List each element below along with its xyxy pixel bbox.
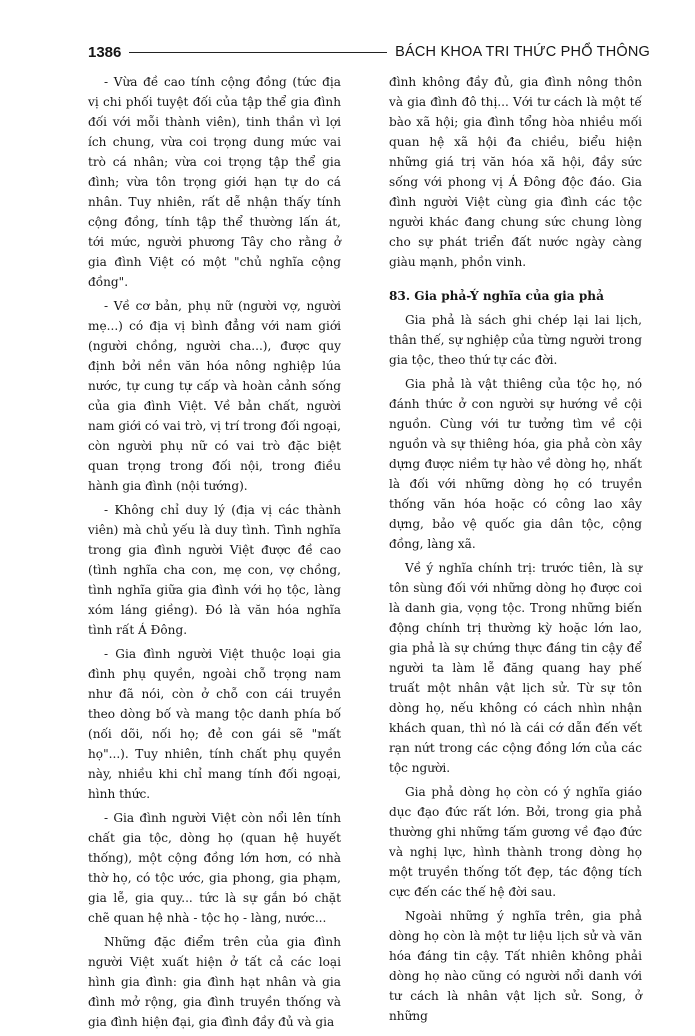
paragraph: - Không chỉ duy lý (địa vị các thành viên) mà chủ yếu là duy tình. Tình nghĩa trong gia đình người Việt được đề cao (tình nghĩa cha con, mẹ con, vợ chồng, tình nghĩa giữa gia đình với họ tộc, làng xóm láng giềng). Đó là văn hóa nghĩa tình rất Á Đông. bbox=[88, 503, 341, 637]
paragraph: Ngoài những ý nghĩa trên, gia phả dòng họ còn là một tư liệu lịch sử và văn hóa đáng tin cậy. Tất nhiên không phải dòng họ nào cũng có người nổi danh với tư cách là nhân vật lịch sử. Song, ở những bbox=[389, 909, 642, 1023]
continuation-paragraph: đình không đầy đủ, gia đình nông thôn và gia đình đô thị... Với tư cách là một tế bào xã hội; gia đình tổng hòa nhiều mối quan hệ xã hội đa chiều, biểu hiện những giá trị văn hóa xã hội, đầy sức sống với phong vị Á Đông độc đáo. Gia đình người Việt cùng gia đình các tộc người khác đang chung sức chung lòng cho sự phát triển đất nước ngày càng giàu mạnh, phồn vinh. bbox=[389, 75, 642, 269]
paragraph: Gia phả dòng họ còn có ý nghĩa giáo dục đạo đức rất lớn. Bởi, trong gia phả thường ghi những tấm gương về đạo đức và nghị lực, hình thành trong dòng họ một truyền thống tốt đẹp, tác động tích cực đến các thế hệ đời sau. bbox=[389, 785, 642, 899]
header-rule bbox=[129, 52, 387, 53]
paragraph: - Vừa đề cao tính cộng đồng (tức địa vị chi phối tuyệt đối của tập thể gia đình đối với mỗi thành viên), tinh thần vì lợi ích chung, vừa coi trọng dung mức vai trò cá nhân; vừa coi trọng tập thể gia đình; vừa tôn trọng giới hạn tự do cá nhân. Tuy nhiên, rất dễ nhận thấy tính cộng đồng, tính tập thể thường lấn át, tới mức, người phương Tây cho rằng ở gia đình Việt có một "chủ nghĩa cộng đồng". bbox=[88, 75, 341, 289]
paragraph: - Gia đình người Việt thuộc loại gia đình phụ quyền, ngoài chỗ trọng nam như đã nói, còn ở chỗ con cái truyền theo dòng bố và mang tộc danh phía bố (nối dõi, nối họ; đẻ con gái sẽ "mất họ"...). Tuy nhiên, tính chất phụ quyền này, nhiều khi chỉ mang tính đối ngoại, hình thức. bbox=[88, 647, 341, 801]
left-column bbox=[88, 72, 341, 1036]
page-header bbox=[88, 40, 650, 64]
paragraph: Về ý nghĩa chính trị: trước tiên, là sự tôn sùng đối với những dòng họ được coi là danh gia, vọng tộc. Trong những biến động chính trị thường kỳ hoặc lớn lao, gia phả là sự chứng thực đáng tin cậy để người ta làm lễ đăng quang hay phế truất một nhân vật lịch sử. Từ sự tôn dòng họ, nếu không có cách nhìn nhận khách quan, thì nó là cái cớ dẫn đến vết rạn nứt trong các cộng đồng lớn của các tộc người. bbox=[389, 561, 642, 775]
paragraph: Gia phả là sách ghi chép lại lai lịch, thân thế, sự nghiệp của từng người trong gia tộc, theo thứ tự các đời. bbox=[389, 313, 642, 367]
paragraph: Những đặc điểm trên của gia đình người Việt xuất hiện ở tất cả các loại hình gia đình: gia đình hạt nhân và gia đình mở rộng, gia đình truyền thống và gia đình hiện đại, gia đình đầy đủ và gia bbox=[88, 935, 341, 1029]
paragraph: Gia phả là vật thiêng của tộc họ, nó đánh thức ở con người sự hướng về cội nguồn. Cùng với tư tưởng tìm về cội nguồn và sự thiêng hóa, gia phả còn xây dựng được niềm tự hào về dòng họ, nhất là đối với những dòng họ có truyền thống văn hóa hoặc có công lao xây dựng, bảo vệ quốc gia dân tộc, cộng đồng, làng xã. bbox=[389, 377, 642, 551]
paragraph: - Về cơ bản, phụ nữ (người vợ, người mẹ...) có địa vị bình đẳng với nam giới (người chồng, người cha...), được quy định bởi nền văn hóa nông nghiệp lúa nước, tự cung tự cấp và hoàn cảnh sống của gia đình Việt. Về bản chất, người nam giới có vai trò, vị trí trong đối ngoại, còn người phụ nữ có vai trò đặc biệt quan trọng trong đối nội, trong điều hành gia đình (nội tướng). bbox=[88, 299, 341, 493]
right-column bbox=[389, 72, 642, 1030]
section-heading: 83. Gia phả-Ý nghĩa của gia phả bbox=[389, 289, 604, 303]
paragraph: - Gia đình người Việt còn nổi lên tính chất gia tộc, dòng họ (quan hệ huyết thống), một cộng đồng lớn hơn, có nhà thờ họ, có tộc ước, gia phong, gia phạm, gia lễ, gia quy... tức là sự gắn bó chặt chẽ quan hệ nhà - tộc họ - làng, nước... bbox=[88, 811, 341, 925]
page-number: 1386 bbox=[88, 43, 122, 61]
book-title: BÁCH KHOA TRI THỨC PHỔ THÔNG bbox=[395, 44, 650, 60]
